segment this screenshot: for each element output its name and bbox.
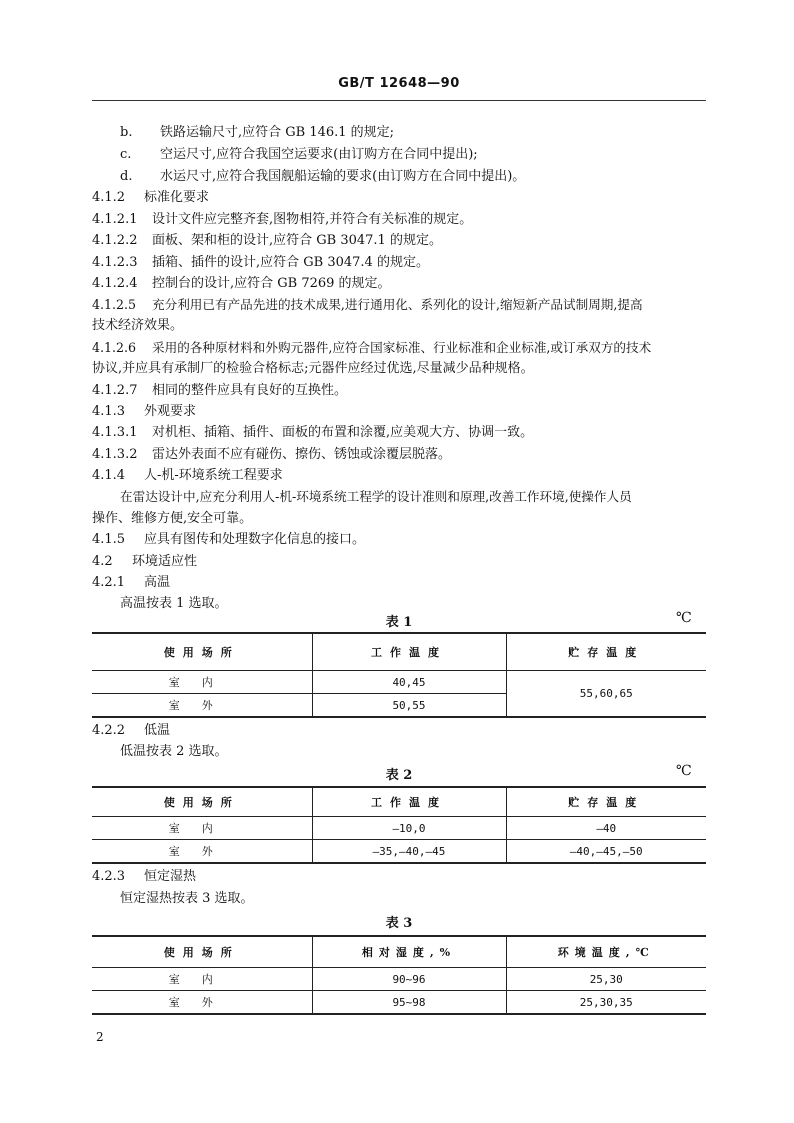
table-cell: 室外 (92, 991, 312, 1015)
table2-caption: 表 2 (385, 768, 413, 783)
item-d: d. 水运尺寸,应符合我国舰船运输的要求(由订购方在合同中提出)。 (120, 169, 526, 184)
clause-4-1-2-2: 4.1.2.2 面板、架和柜的设计,应符合 GB 3047.1 的规定。 (92, 233, 442, 248)
table-cell: 室外 (92, 840, 312, 864)
table-cell: 室内 (92, 968, 312, 991)
clause-4-1-2-5: 4.1.2.5 充分利用已有产品先进的技术成果,进行通用化、系列化的设计,缩短新产品试制周期,提高 (92, 297, 643, 312)
table-cell: 95~98 (312, 991, 506, 1015)
clause-4-1-5: 4.1.5 应具有图传和处理数字化信息的接口。 (92, 532, 366, 547)
table-header-cell: 使用场所 (92, 633, 312, 671)
clause-4-1-2-6-cont: 协议,并应具有承制厂的检验合格标志;元器件应经过优选,尽量减少品种规格。 (92, 361, 534, 376)
table-header-cell: 工作温度 (312, 787, 506, 817)
table-header-row (92, 633, 706, 671)
clause-4-2-1-body: 高温按表 1 选取。 (120, 596, 228, 611)
table-cell: 90~96 (312, 968, 506, 991)
clause-4-2-1: 4.2.1 高温 (92, 575, 171, 590)
clause-4-1-4: 4.1.4 人-机-环境系统工程要求 (92, 468, 283, 483)
clause-4-2-3: 4.2.3 恒定湿热 (92, 869, 197, 884)
clause-4-1-3-1: 4.1.3.1 对机柜、插箱、插件、面板的布置和涂覆,应美观大方、协调一致。 (92, 425, 534, 440)
header-rule (92, 100, 706, 101)
item-c: c. 空运尺寸,应符合我国空运要求(由订购方在合同中提出); (120, 147, 478, 162)
table-header-row (92, 936, 706, 968)
clause-4-1-2-3: 4.1.2.3 插箱、插件的设计,应符合 GB 3047.4 的规定。 (92, 255, 429, 270)
clause-4-2-2-body: 低温按表 2 选取。 (120, 744, 228, 759)
table1-caption: 表 1 (385, 615, 413, 630)
table-header-cell: 使用场所 (92, 787, 312, 817)
table-cell: 室内 (92, 671, 312, 694)
table-cell: 室外 (92, 694, 312, 718)
page-number: 2 (96, 1030, 104, 1044)
clause-4-2-2: 4.2.2 低温 (92, 723, 171, 738)
clause-4-2-3-body: 恒定湿热按表 3 选取。 (120, 891, 254, 906)
table-header-cell: 环境温度,℃ (506, 936, 706, 968)
table-header-cell: 工作温度 (312, 633, 506, 671)
clause-4-1-4-body-cont: 操作、维修方便,安全可靠。 (92, 511, 253, 526)
table-row (92, 840, 706, 864)
page-header: GB/T 12648—90 (338, 76, 460, 91)
table-row (92, 817, 706, 840)
table3-caption: 表 3 (385, 916, 413, 931)
clause-4-1-3: 4.1.3 外观要求 (92, 404, 197, 419)
clause-4-1-2-4: 4.1.2.4 控制台的设计,应符合 GB 7269 的规定。 (92, 276, 391, 291)
clause-4-1-2-7: 4.1.2.7 相同的整件应具有良好的互换性。 (92, 383, 348, 398)
table-cell: 40,45 (312, 671, 506, 694)
table-cell: 25,30,35 (506, 991, 706, 1015)
table-cell: —40 (506, 817, 706, 840)
table-header-row (92, 787, 706, 817)
clause-4-2: 4.2 环境适应性 (92, 554, 198, 569)
table-cell: —40,—45,—50 (506, 840, 706, 864)
table-cell: —10,0 (312, 817, 506, 840)
table-row (92, 671, 706, 694)
table-cell: 25,30 (506, 968, 706, 991)
table-3 (92, 935, 706, 1015)
clause-4-1-2-5-cont: 技术经济效果。 (92, 318, 184, 333)
table-header-cell: 相对湿度,% (312, 936, 506, 968)
clause-4-1-2-1: 4.1.2.1 设计文件应完整齐套,图物相符,并符合有关标准的规定。 (92, 212, 473, 227)
clause-4-1-3-2: 4.1.3.2 雷达外表面不应有碰伤、擦伤、锈蚀或涂覆层脱落。 (92, 447, 452, 462)
table-cell: —35,—40,—45 (312, 840, 506, 864)
table2-unit: ℃ (676, 763, 692, 779)
table-2 (92, 786, 706, 864)
table-header-cell: 使用场所 (92, 936, 312, 968)
table-cell-merged: 55,60,65 (506, 671, 706, 718)
table-row (92, 968, 706, 991)
table-cell: 50,55 (312, 694, 506, 718)
clause-4-1-2-6: 4.1.2.6 采用的各种原材料和外购元器件,应符合国家标准、行业标准和企业标准,或订承双方的技术 (92, 340, 652, 355)
clause-4-1-4-body: 在雷达设计中,应充分利用人-机-环境系统工程学的设计准则和原理,改善工作环境,使操作人员 (120, 489, 632, 504)
table1-unit: ℃ (676, 610, 692, 626)
table-header-cell: 贮存温度 (506, 787, 706, 817)
table-header-cell: 贮存温度 (506, 633, 706, 671)
item-b: b. 铁路运输尺寸,应符合 GB 146.1 的规定; (120, 125, 395, 140)
table-1 (92, 632, 706, 718)
clause-4-1-2: 4.1.2 标准化要求 (92, 190, 210, 205)
table-row (92, 991, 706, 1015)
table-cell: 室内 (92, 817, 312, 840)
